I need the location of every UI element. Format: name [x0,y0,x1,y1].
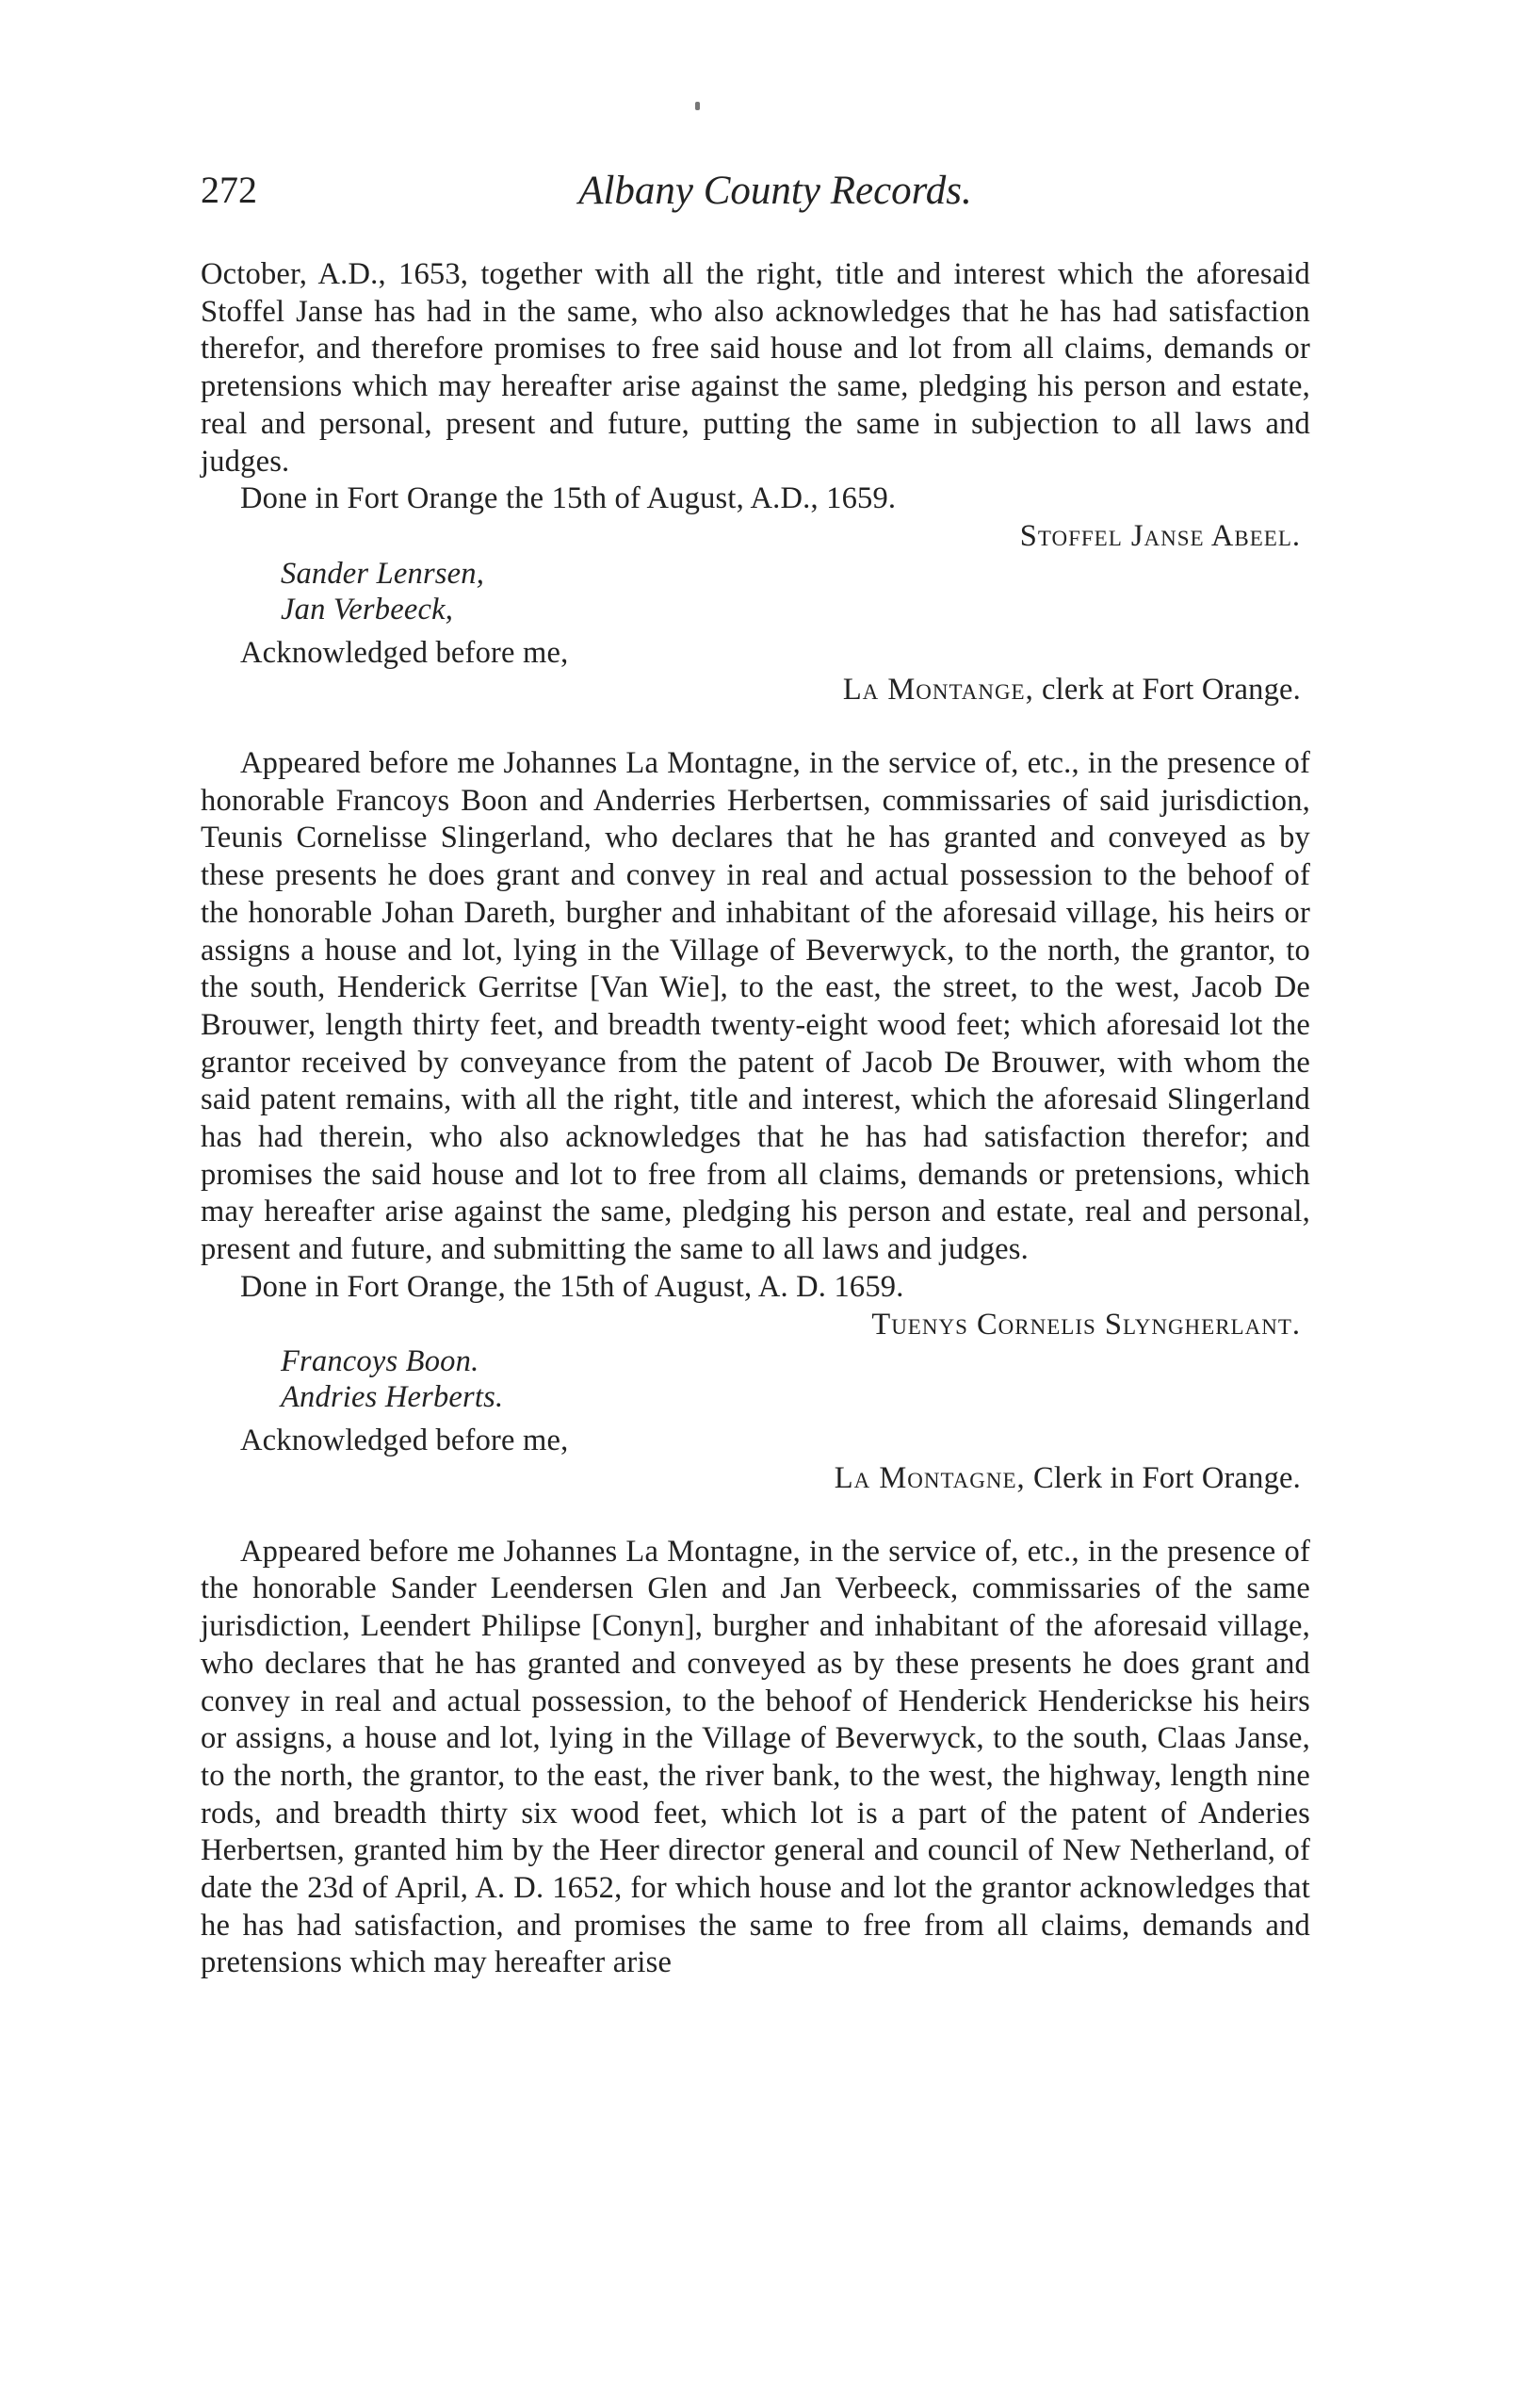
deed1-signature: Stoffel Janse Abeel. [1019,518,1301,553]
ink-speck [695,102,700,110]
page-number: 272 [201,169,257,211]
running-title: Albany County Records. [578,169,972,213]
witness-name: Andries Herberts. [281,1380,504,1415]
body-text [201,256,1310,1982]
witness-name: Sander Lenrsen, [281,556,485,591]
deed1-acknowledged: Acknowledged before me, [240,635,569,670]
clerk-title: clerk at Fort Orange. [1033,673,1301,708]
deed2-signature: Tuenys Cornelis Slyngherlant. [871,1307,1301,1342]
deed2-done-line: Done in Fort Orange, the 15th of August, A. D. 1659. [240,1269,904,1304]
deed2-clerk [201,1460,1310,1498]
clerk-title: Clerk in Fort Orange. [1025,1460,1301,1495]
deed1-clerk [201,672,1310,709]
deed3-paragraph: Appeared before me Johannes La Montagne, in the service of, etc., in the presence of the honorable Sander Leendersen Glen and Jan Verbeeck, commissaries of the same jurisdiction, Leendert Philipse [Conyn], burgher and inhabitant of the aforesaid village, who declares that he has granted and conveyed as by these presents he does grant and convey in real and actual possession, to the behoof of Henderick Hendericksе his heirs or assigns, a house and lot, lying in the Village of Beverwyck, to the south, Claas Janse, to the north, the grantor, to the east, the river bank, to the west, the highway, length nine rods, and breadth thirty six wood feet, which lot is a part of the patent of Anderies Herbertsen, granted him by the Heer director general and council of New Netherland, of date the 23d of April, A. D. 1652, for which house and lot the grantor acknowledges that he has had satisfaction, and promises the same to free from all claims, demands and pretensions which may hereafter arise [201,1534,1310,1980]
deed1-done-line: Done in Fort Orange the 15th of August, A.D., 1659. [240,481,897,516]
clerk-name: La Montange, [842,673,1034,708]
page-header [201,168,1312,234]
witness-name: Francoys Boon. [281,1344,479,1379]
clerk-name: La Montagne, [834,1460,1026,1495]
witness-name: Jan Verbeeck, [281,592,454,626]
deed2-witnesses [201,1343,1310,1415]
deed1-paragraph: October, A.D., 1653, together with all the right, title and interest which the aforesaid Stoffel Janse has had in the same, who also acknowledges that he has had satisfaction therefor, and therefore promises to free said house and lot from all claims, demands or pretensions which may hereafter arise against the same, pledging his person and estate, real and personal, present and future, putting the same in subjection to all laws and judges. [201,257,1310,479]
deed1-witnesses [201,556,1310,627]
deed2-paragraph: Appeared before me Johannes La Montagne, in the service of, etc., in the presence of honorable Francoys Boon and Anderries Herbertsen, commissaries of said jurisdiction, Teunis Cornelisse Slingerland, who declares that he has granted and conveyed as by these presents he does grant and convey in real and actual possession to the behoof of the honorable Johan Dareth, burgher and inhabitant of the aforesaid village, his heirs or assigns a house and lot, lying in the Village of Beverwyck, to the north, the grantor, to the south, Henderick Gerritse [Van Wie], to the east, the street, to the west, Jacob De Brouwer, length thirty feet, and breadth twenty-eight wood feet; which aforesaid lot the grantor received by conveyance from the patent of Jacob De Brouwer, with whom the said patent remains, with all the right, title and interest, which the aforesaid Slingerland has had therein, who also acknowledges that he has had satisfaction therefor; and promises the said house and lot to free from all claims, demands or pretensions, which may hereafter arise against the same, pledging his person and estate, real and personal, present and future, and submitting the same to all laws and judges. [201,746,1310,1267]
deed2-acknowledged: Acknowledged before me, [240,1424,569,1458]
